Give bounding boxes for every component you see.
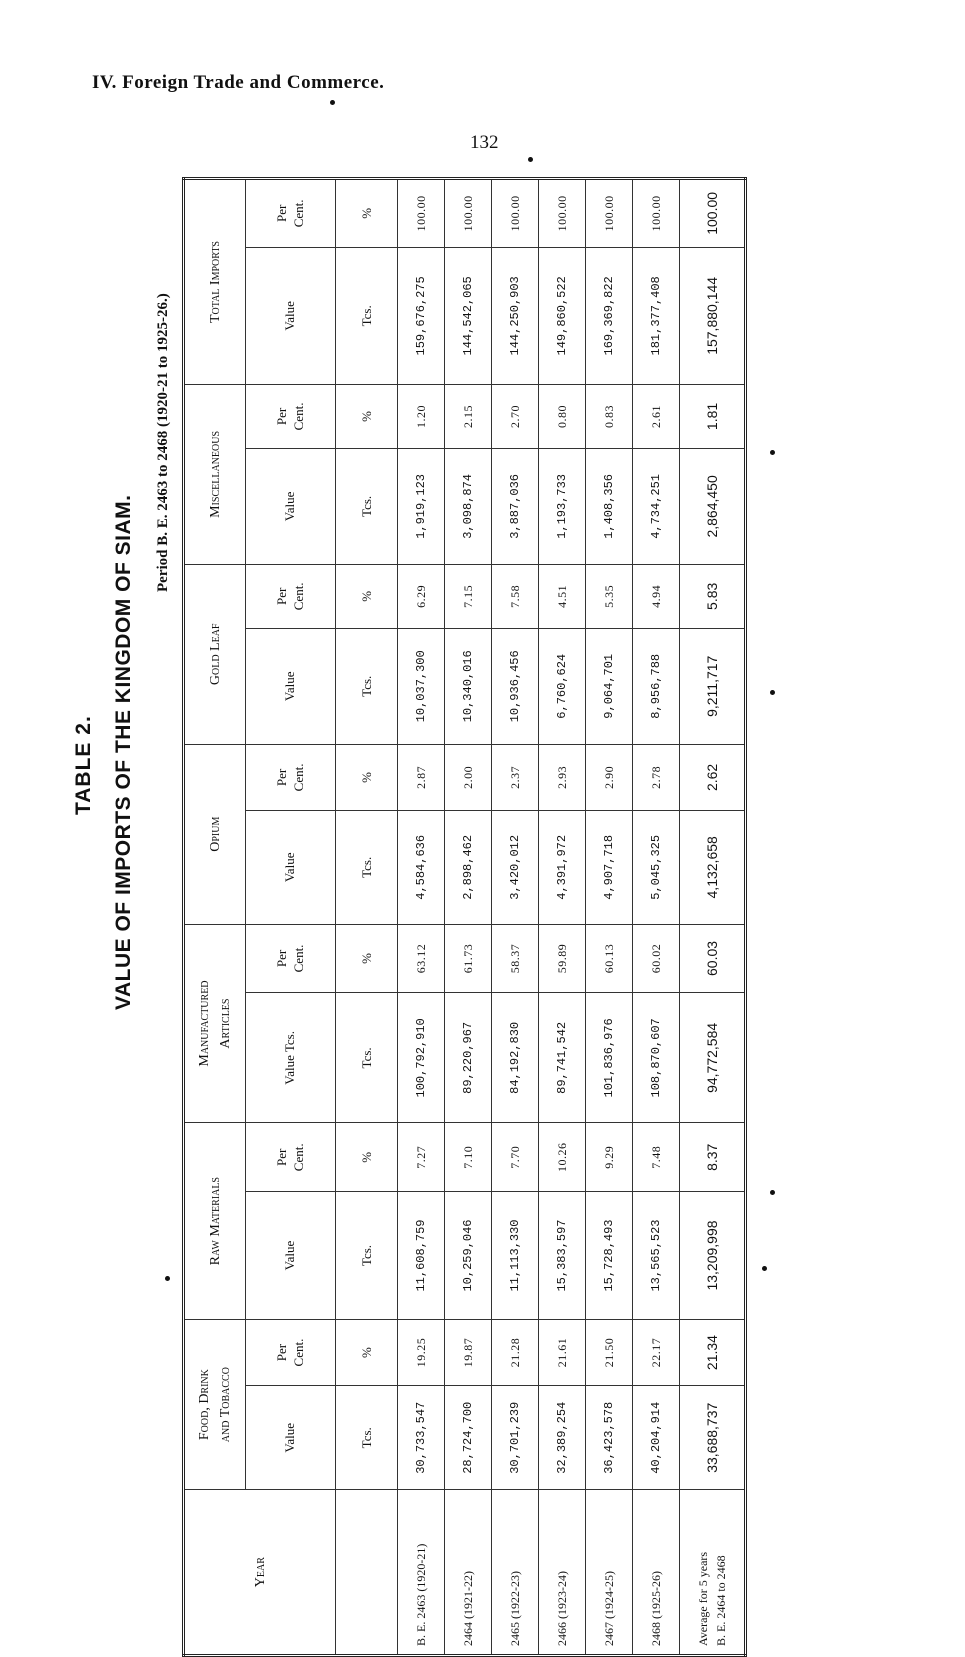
food-header-line2: and Tobacco xyxy=(218,1367,233,1443)
mfg-header-line2: Articles xyxy=(218,998,233,1049)
table-row xyxy=(398,179,445,1656)
total-value-cell: 149,860,522 xyxy=(539,247,586,384)
average-label-line2: B. E. 2464 to 2468 xyxy=(714,1555,728,1646)
gold-percent-cell: 5.35 xyxy=(586,564,633,628)
avg-mfg-value: 94,772,584 xyxy=(680,993,746,1123)
total-value-cell: 169,369,822 xyxy=(586,247,633,384)
raw-percent-cell: 9.29 xyxy=(586,1123,633,1192)
misc-percent-cell: 0.80 xyxy=(539,385,586,449)
page-number: 132 xyxy=(470,132,499,153)
mfg-percent-header xyxy=(246,924,336,993)
raw-value-cell: 10,259,046 xyxy=(445,1192,492,1320)
unit-tcs: Tcs. xyxy=(336,993,398,1123)
misc-percent-header xyxy=(246,385,336,449)
total-value-cell: 144,542,065 xyxy=(445,247,492,384)
avg-total-value: 157,880,144 xyxy=(680,247,746,384)
raw-value-cell: 11,113,330 xyxy=(492,1192,539,1320)
avg-gold-percent: 5.83 xyxy=(680,564,746,628)
gold-value-cell: 10,340,016 xyxy=(445,628,492,744)
per-label: Per xyxy=(273,1148,289,1166)
mfg-value-cell: 100,792,910 xyxy=(398,993,445,1123)
misc-value-cell: 1,919,123 xyxy=(398,448,445,564)
gold-percent-cell: 4.94 xyxy=(633,564,680,628)
table-row xyxy=(633,179,680,1656)
total-percent-header xyxy=(246,179,336,248)
misc-value-cell: 1,193,733 xyxy=(539,448,586,564)
misc-value-cell: 1,408,356 xyxy=(586,448,633,564)
cent-label: Cent. xyxy=(290,944,306,973)
food-percent-header xyxy=(246,1319,336,1385)
avg-gold-value: 9,211,717 xyxy=(680,628,746,744)
food-percent-cell: 19.25 xyxy=(398,1319,445,1385)
mfg-value-cell: 89,741,542 xyxy=(539,993,586,1123)
unit-percent: % xyxy=(336,564,398,628)
raw-value-cell: 15,383,597 xyxy=(539,1192,586,1320)
gold-value-cell: 9,064,701 xyxy=(586,628,633,744)
unit-percent: % xyxy=(336,1123,398,1192)
misc-value-cell: 4,734,251 xyxy=(633,448,680,564)
table-row xyxy=(539,179,586,1656)
scan-speck xyxy=(770,450,775,455)
raw-percent-cell: 10.26 xyxy=(539,1123,586,1192)
opium-value-cell: 4,584,636 xyxy=(398,811,445,925)
cent-label: Cent. xyxy=(290,402,306,431)
unit-tcs: Tcs. xyxy=(336,628,398,744)
food-value-cell: 28,724,700 xyxy=(445,1386,492,1490)
gold-percent-header xyxy=(246,564,336,628)
mfg-percent-cell: 60.13 xyxy=(586,924,633,993)
gold-header: Gold Leaf xyxy=(184,564,246,744)
raw-value-cell: 13,565,523 xyxy=(633,1192,680,1320)
raw-value-cell: 11,608,759 xyxy=(398,1192,445,1320)
raw-percent-header xyxy=(246,1123,336,1192)
per-label: Per xyxy=(273,587,289,606)
unit-tcs: Tcs. xyxy=(336,247,398,384)
food-value-cell: 30,733,547 xyxy=(398,1386,445,1490)
unit-tcs: Tcs. xyxy=(336,1192,398,1320)
per-label: Per xyxy=(273,1343,289,1362)
food-percent-cell: 21.28 xyxy=(492,1319,539,1385)
raw-value-header: Value xyxy=(246,1192,336,1320)
year-cell: 2465 (1922-23) xyxy=(492,1490,539,1656)
avg-mfg-percent: 60.03 xyxy=(680,924,746,993)
scan-speck xyxy=(762,1266,767,1271)
opium-value-cell: 3,420,012 xyxy=(492,811,539,925)
year-cell: B. E. 2463 (1920-21) xyxy=(398,1490,445,1656)
unit-blank xyxy=(336,1490,398,1656)
raw-percent-cell: 7.27 xyxy=(398,1123,445,1192)
opium-value-cell: 4,907,718 xyxy=(586,811,633,925)
total-percent-cell: 100.00 xyxy=(586,179,633,248)
mfg-percent-cell: 63.12 xyxy=(398,924,445,993)
opium-value-cell: 5,045,325 xyxy=(633,811,680,925)
opium-value-cell: 2,898,462 xyxy=(445,811,492,925)
total-value-cell: 144,250,903 xyxy=(492,247,539,384)
opium-percent-cell: 2.78 xyxy=(633,744,680,810)
food-value-header: Value xyxy=(246,1386,336,1490)
gold-percent-cell: 7.58 xyxy=(492,564,539,628)
per-label: Per xyxy=(273,768,289,787)
scan-speck xyxy=(770,1190,775,1195)
total-percent-cell: 100.00 xyxy=(445,179,492,248)
imports-table-wrapper xyxy=(182,177,747,1657)
year-cell: 2466 (1923-24) xyxy=(539,1490,586,1656)
unit-percent: % xyxy=(336,179,398,248)
sub-header-row xyxy=(246,179,336,1656)
total-header: Total Imports xyxy=(184,179,246,385)
raw-percent-cell: 7.48 xyxy=(633,1123,680,1192)
opium-header: Opium xyxy=(184,744,246,924)
mfg-percent-cell: 58.37 xyxy=(492,924,539,993)
cent-label: Cent. xyxy=(290,1143,306,1172)
total-percent-cell: 100.00 xyxy=(633,179,680,248)
mfg-header-line1: Manufactured xyxy=(197,980,212,1067)
avg-total-percent: 100.00 xyxy=(680,179,746,248)
unit-row xyxy=(336,179,398,1656)
gold-percent-cell: 6.29 xyxy=(398,564,445,628)
food-percent-cell: 22.17 xyxy=(633,1319,680,1385)
scan-speck xyxy=(165,1276,170,1281)
table-row xyxy=(492,179,539,1656)
raw-header: Raw Materials xyxy=(184,1123,246,1319)
mfg-value-cell: 89,220,967 xyxy=(445,993,492,1123)
misc-value-cell: 3,098,874 xyxy=(445,448,492,564)
average-row xyxy=(680,179,746,1656)
mfg-value-cell: 84,192,830 xyxy=(492,993,539,1123)
food-percent-cell: 21.50 xyxy=(586,1319,633,1385)
total-value-cell: 159,676,275 xyxy=(398,247,445,384)
average-label xyxy=(680,1490,746,1656)
avg-food-value: 33,688,737 xyxy=(680,1386,746,1490)
opium-value-header: Value xyxy=(246,811,336,925)
per-label: Per xyxy=(273,407,289,426)
cent-label: Cent. xyxy=(290,199,306,228)
cent-label: Cent. xyxy=(290,1338,306,1367)
misc-percent-cell: 2.15 xyxy=(445,385,492,449)
food-value-cell: 36,423,578 xyxy=(586,1386,633,1490)
mfg-header xyxy=(184,924,246,1123)
total-value-cell: 181,377,408 xyxy=(633,247,680,384)
opium-percent-header xyxy=(246,744,336,810)
opium-percent-cell: 2.87 xyxy=(398,744,445,810)
mfg-value-header: Value Tcs. xyxy=(246,993,336,1123)
gold-value-header: Value xyxy=(246,628,336,744)
avg-food-percent: 21.34 xyxy=(680,1319,746,1385)
food-header-line1: Food, Drink xyxy=(197,1369,212,1441)
misc-percent-cell: 0.83 xyxy=(586,385,633,449)
gold-percent-cell: 7.15 xyxy=(445,564,492,628)
opium-percent-cell: 2.93 xyxy=(539,744,586,810)
gold-percent-cell: 4.51 xyxy=(539,564,586,628)
section-heading: IV. Foreign Trade and Commerce. xyxy=(92,72,385,93)
scan-speck xyxy=(528,157,533,162)
avg-raw-percent: 8.37 xyxy=(680,1123,746,1192)
total-value-header: Value xyxy=(246,247,336,384)
per-label: Per xyxy=(273,204,289,223)
avg-opium-value: 4,132,658 xyxy=(680,811,746,925)
scan-speck xyxy=(330,100,335,105)
total-percent-cell: 100.00 xyxy=(492,179,539,248)
table-row xyxy=(586,179,633,1656)
avg-opium-percent: 2.62 xyxy=(680,744,746,810)
avg-misc-value: 2,864,450 xyxy=(680,448,746,564)
average-label-line1: Average for 5 years xyxy=(696,1551,710,1646)
misc-value-header: Value xyxy=(246,448,336,564)
year-cell: 2467 (1924-25) xyxy=(586,1490,633,1656)
imports-table xyxy=(182,177,747,1657)
unit-percent: % xyxy=(336,744,398,810)
mfg-percent-cell: 60.02 xyxy=(633,924,680,993)
unit-tcs: Tcs. xyxy=(336,1386,398,1490)
misc-percent-cell: 2.70 xyxy=(492,385,539,449)
total-percent-cell: 100.00 xyxy=(539,179,586,248)
mfg-value-cell: 108,870,607 xyxy=(633,993,680,1123)
gold-value-cell: 10,936,456 xyxy=(492,628,539,744)
opium-percent-cell: 2.37 xyxy=(492,744,539,810)
year-cell: 2464 (1921-22) xyxy=(445,1490,492,1656)
cent-label: Cent. xyxy=(290,763,306,792)
mfg-percent-cell: 59.89 xyxy=(539,924,586,993)
opium-value-cell: 4,391,972 xyxy=(539,811,586,925)
scan-speck xyxy=(770,690,775,695)
gold-value-cell: 6,760,624 xyxy=(539,628,586,744)
table-title: VALUE OF IMPORTS OF THE KINGDOM OF SIAM. xyxy=(112,494,135,1010)
raw-percent-cell: 7.70 xyxy=(492,1123,539,1192)
mfg-value-cell: 101,836,976 xyxy=(586,993,633,1123)
opium-percent-cell: 2.90 xyxy=(586,744,633,810)
gold-value-cell: 8,956,788 xyxy=(633,628,680,744)
unit-percent: % xyxy=(336,924,398,993)
table-row xyxy=(445,179,492,1656)
food-value-cell: 32,389,254 xyxy=(539,1386,586,1490)
avg-misc-percent: 1.81 xyxy=(680,385,746,449)
food-percent-cell: 19.87 xyxy=(445,1319,492,1385)
food-value-cell: 40,204,914 xyxy=(633,1386,680,1490)
total-percent-cell: 100.00 xyxy=(398,179,445,248)
raw-percent-cell: 7.10 xyxy=(445,1123,492,1192)
food-percent-cell: 21.61 xyxy=(539,1319,586,1385)
data-rows xyxy=(398,179,680,1656)
misc-header: Miscellaneous xyxy=(184,385,246,565)
misc-percent-cell: 1.20 xyxy=(398,385,445,449)
avg-raw-value: 13,209,998 xyxy=(680,1192,746,1320)
food-header xyxy=(184,1319,246,1489)
misc-value-cell: 3,887,036 xyxy=(492,448,539,564)
misc-percent-cell: 2.61 xyxy=(633,385,680,449)
unit-percent: % xyxy=(336,385,398,449)
cent-label: Cent. xyxy=(290,582,306,611)
year-cell: 2468 (1925-26) xyxy=(633,1490,680,1656)
unit-tcs: Tcs. xyxy=(336,448,398,564)
per-label: Per xyxy=(273,949,289,968)
group-header-row xyxy=(184,179,246,1656)
food-value-cell: 30,701,239 xyxy=(492,1386,539,1490)
table-label: TABLE 2. xyxy=(72,715,95,815)
unit-tcs: Tcs. xyxy=(336,811,398,925)
raw-value-cell: 15,728,493 xyxy=(586,1192,633,1320)
unit-percent: % xyxy=(336,1319,398,1385)
gold-value-cell: 10,037,300 xyxy=(398,628,445,744)
mfg-percent-cell: 61.73 xyxy=(445,924,492,993)
year-header: Year xyxy=(184,1490,336,1656)
opium-percent-cell: 2.00 xyxy=(445,744,492,810)
period-subtitle: Period B. E. 2463 to 2468 (1920-21 to 1925-26.) xyxy=(155,293,171,592)
